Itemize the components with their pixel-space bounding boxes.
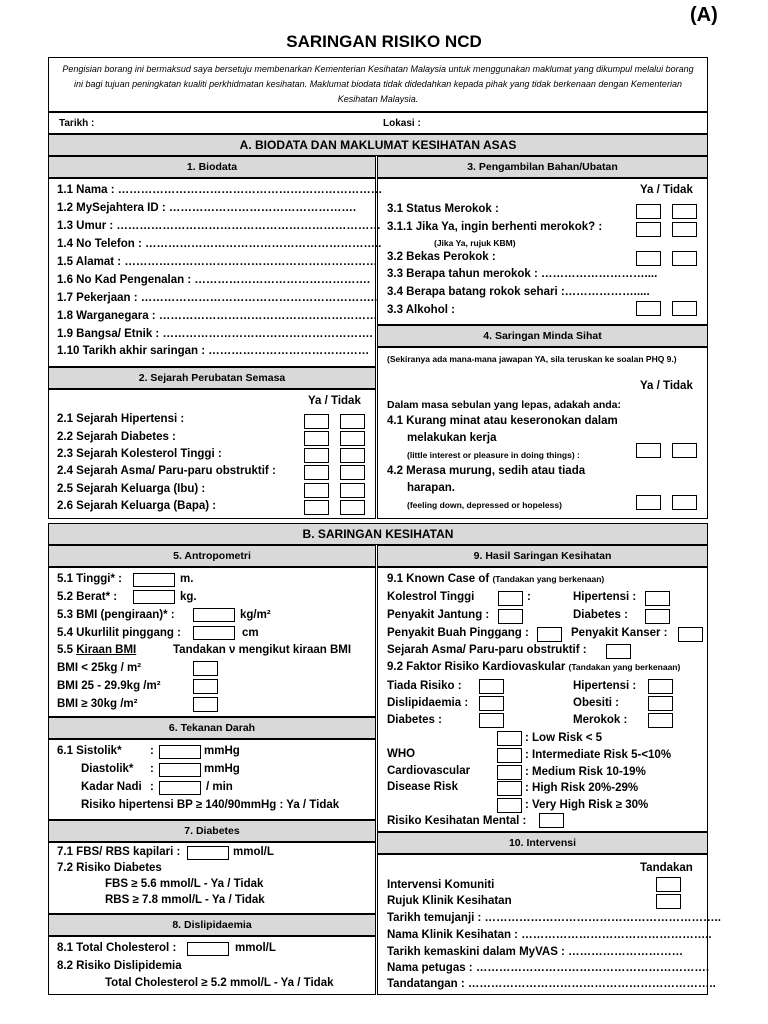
checkbox-hipertensi-tidak[interactable]: [340, 414, 365, 429]
checkbox-kanser[interactable]: [678, 627, 703, 642]
medium-risk-label: : Medium Risk 10-19%: [525, 766, 646, 778]
checkbox-asma-tidak[interactable]: [340, 465, 365, 480]
tinggi-input[interactable]: [133, 573, 175, 587]
field-nama[interactable]: 1.1 Nama : ……………………………………………………………: [57, 184, 383, 196]
kiraan-bmi-note: Tandakan ν mengikut kiraan BMI: [173, 644, 352, 656]
sejarah-ibu-label: 2.5 Sejarah Keluarga (Ibu) :: [57, 483, 206, 495]
minda-intro: Dalam masa sebulan yang lepas, adakah anda:: [387, 399, 622, 411]
alkohol-label: 3.3 Alkohol :: [387, 304, 455, 316]
checkbox-ibu-ya[interactable]: [304, 483, 329, 498]
diastolik-label: Diastolik*: [81, 763, 134, 775]
form-variant-label: (A): [690, 4, 718, 26]
tekanan-header: 6. Tekanan Darah: [48, 717, 376, 739]
lokasi-label: Lokasi :: [383, 118, 421, 129]
faktor-risiko-label: [387, 661, 680, 673]
rbs-risk-label: RBS ≥ 7.8 mmol/L - Ya / Tidak: [105, 894, 265, 906]
checkbox-known-diabetes[interactable]: [645, 609, 670, 624]
field-telefon[interactable]: 1.4 No Telefon : ……………………………………………………..: [57, 238, 382, 250]
tarikh-kemaskini-field[interactable]: Tarikh kemaskini dalam MyVAS : …………………………: [387, 946, 684, 958]
checkbox-ibu-tidak[interactable]: [340, 483, 365, 498]
tinggi-unit: m.: [180, 573, 194, 585]
nadi-unit: / min: [206, 781, 233, 793]
field-kad-pengenalan[interactable]: 1.6 No Kad Pengenalan : ……………………………………….: [57, 274, 371, 286]
jantung-label: Penyakit Jantung :: [387, 609, 490, 621]
dislipidaemia-header: 8. Dislipidaemia: [48, 914, 376, 936]
tekanan-panel: [48, 739, 376, 820]
diastolik-input[interactable]: [159, 763, 201, 777]
phq9-note: (Sekiranya ada mana-mana jawapan YA, sila teruskan ke soalan PHQ 9.): [387, 354, 677, 364]
low-risk-label: : Low Risk < 5: [525, 732, 603, 744]
risiko-diabetes-label: 7.2 Risiko Diabetes: [57, 862, 162, 874]
checkbox-bekas-perokok-tidak[interactable]: [672, 251, 697, 266]
q42-line1: 4.2 Merasa murung, sedih atau tiada: [387, 465, 586, 477]
q41-english: (little interest or pleasure in doing things) :: [407, 450, 580, 460]
tandatangan-field[interactable]: Tandatangan : ………………………………………………………..: [387, 978, 716, 990]
berat-unit: kg.: [180, 591, 197, 603]
page-title: SARINGAN RISIKO NCD: [286, 32, 482, 51]
known-case-note: (Tandakan yang berkenaan): [492, 574, 605, 584]
intervensi-komuniti-label: Intervensi Komuniti: [387, 879, 495, 891]
checkbox-known-hipertensi[interactable]: [645, 591, 670, 606]
checkbox-jantung[interactable]: [498, 609, 523, 624]
checkbox-berhenti-tidak[interactable]: [672, 222, 697, 237]
risiko-hipertensi-label: Risiko hipertensi BP ≥ 140/90mmHg : Ya / Tidak: [81, 799, 340, 811]
field-pekerjaan[interactable]: 1.7 Pekerjaan : ……………………………………………………..: [57, 292, 378, 304]
ya-tidak-label: Ya / Tidak: [308, 395, 361, 407]
hasil-header: 9. Hasil Saringan Kesihatan: [377, 545, 708, 567]
field-umur[interactable]: 1.3 Umur : ……………………………………………………………: [57, 220, 381, 232]
checkbox-merokok-ya[interactable]: [636, 204, 661, 219]
faktor-risiko-text: 9.2 Faktor Risiko Kardiovaskular: [387, 661, 566, 673]
total-cholesterol-risk-label: Total Cholesterol ≥ 5.2 mmol/L - Ya / Tidak: [105, 977, 334, 989]
tiada-risiko-label: Tiada Risiko :: [387, 680, 462, 692]
who-label: WHO: [387, 748, 416, 760]
checkbox-asma-ya[interactable]: [304, 465, 329, 480]
minda-header: 4. Saringan Minda Sihat: [377, 325, 708, 347]
sistolik-label: 6.1 Sistolik*: [57, 745, 122, 757]
q41-line2: melakukan kerja: [407, 432, 497, 444]
checkbox-tiada-risiko[interactable]: [479, 679, 504, 694]
risk-dislipidaemia-label: Dislipidaemia :: [387, 697, 469, 709]
checkbox-intermediate-risk[interactable]: [497, 748, 522, 763]
total-cholesterol-unit: mmol/L: [235, 942, 276, 954]
fbs-rbs-input[interactable]: [187, 846, 229, 860]
fbs-rbs-unit: mmol/L: [233, 846, 274, 858]
checkbox-rujuk-klinik[interactable]: [656, 894, 681, 909]
kiraan-bmi-label: [57, 644, 136, 656]
bmi-overweight-label: BMI 25 - 29.9kg /m²: [57, 680, 161, 692]
tarikh-label: Tarikh :: [59, 118, 95, 129]
checkbox-high-risk[interactable]: [497, 781, 522, 796]
minda-panel: [377, 347, 708, 519]
kiraan-underlined: Kiraan BMI: [76, 644, 137, 656]
checkbox-risk-hipertensi[interactable]: [648, 679, 673, 694]
disease-risk-label: Disease Risk: [387, 781, 458, 793]
ya-tidak-label: Ya / Tidak: [640, 184, 693, 196]
hasil-panel: [377, 567, 708, 832]
ya-tidak-label: Ya / Tidak: [640, 380, 693, 392]
sejarah-bapa-label: 2.6 Sejarah Keluarga (Bapa) :: [57, 500, 217, 512]
checkbox-kolesterol-tinggi[interactable]: [498, 591, 523, 606]
checkbox-bekas-perokok-ya[interactable]: [636, 251, 661, 266]
sejarah-panel: [48, 389, 376, 519]
q42-english: (feeling down, depressed or hopeless): [407, 500, 562, 510]
risk-diabetes-label: Diabetes :: [387, 714, 442, 726]
checkbox-kolesterol-ya[interactable]: [304, 448, 329, 463]
field-warganegara[interactable]: 1.8 Warganegara : …………………………………………………: [57, 310, 378, 322]
total-cholesterol-input[interactable]: [187, 942, 229, 956]
tinggi-label: 5.1 Tinggi* :: [57, 573, 122, 585]
nadi-label: Kadar Nadi: [81, 781, 142, 793]
diastolik-unit: mmHg: [204, 763, 240, 775]
kolesterol-tinggi-label: Kolestrol Tinggi: [387, 591, 475, 603]
checkbox-hipertensi-ya[interactable]: [304, 414, 329, 429]
checkbox-alkohol-tidak[interactable]: [672, 301, 697, 316]
pengambilan-panel: [377, 178, 708, 325]
diabetes-header: 7. Diabetes: [48, 820, 376, 842]
field-tarikh-akhir[interactable]: 1.10 Tarikh akhir saringan : ……………………………………: [57, 345, 370, 357]
ukurlilit-unit: cm: [242, 627, 259, 639]
checkbox-diabetes-ya[interactable]: [304, 431, 329, 446]
kiraan-prefix: 5.5: [57, 644, 77, 656]
checkbox-mental-risk[interactable]: [539, 813, 564, 828]
rujuk-klinik-label: Rujuk Klinik Kesihatan: [387, 895, 512, 907]
tahun-merokok-field[interactable]: 3.3 Berapa tahun merokok : ………………………....: [387, 268, 658, 280]
nama-petugas-field[interactable]: Nama petugas : …………………………………………………….: [387, 962, 710, 974]
date-location-row: [48, 112, 708, 134]
batang-rokok-field[interactable]: 3.4 Berapa batang rokok sehari :……………….....: [387, 286, 650, 298]
total-cholesterol-label: 8.1 Total Cholesterol :: [57, 942, 177, 954]
faktor-risiko-note: (Tandakan yang berkenaan): [568, 662, 681, 672]
q42-line2: harapan.: [407, 482, 455, 494]
antropometri-header: 5. Antropometri: [48, 545, 376, 567]
berat-label: 5.2 Berat* :: [57, 591, 118, 603]
ukurlilit-label: 5.4 Ukurlilit pinggang :: [57, 627, 181, 639]
tarikh-temujanji-field[interactable]: Tarikh temujanji : ……………………………………………………..: [387, 912, 721, 924]
berat-input[interactable]: [133, 590, 175, 604]
diabetes-panel: [48, 842, 376, 914]
checkbox-risk-diabetes[interactable]: [479, 713, 504, 728]
checkbox-bapa-ya[interactable]: [304, 500, 329, 515]
checkbox-bmi-overweight[interactable]: [193, 679, 218, 694]
section-a-header: A. BIODATA DAN MAKLUMAT KESIHATAN ASAS: [48, 134, 708, 156]
cardiovascular-label: Cardiovascular: [387, 765, 471, 777]
nadi-colon: :: [150, 781, 154, 793]
very-high-risk-label: : Very High Risk ≥ 30%: [525, 799, 649, 811]
intervensi-panel: [377, 854, 721, 995]
risk-merokok-label: Merokok :: [573, 714, 628, 726]
checkbox-risk-obesiti[interactable]: [648, 696, 673, 711]
checkbox-q41-ya[interactable]: [636, 443, 661, 458]
q41-line1: 4.1 Kurang minat atau keseronokan dalam: [387, 415, 618, 427]
bmi-input[interactable]: [193, 608, 235, 622]
sistolik-input[interactable]: [159, 745, 201, 759]
sistolik-unit: mmHg: [204, 745, 240, 757]
checkbox-intervensi-komuniti[interactable]: [656, 877, 681, 892]
sistolik-colon: :: [150, 745, 154, 757]
kanser-label: Penyakit Kanser :: [571, 627, 668, 639]
fbs-risk-label: FBS ≥ 5.6 mmol/L - Ya / Tidak: [105, 878, 264, 890]
bekas-perokok-label: 3.2 Bekas Perokok :: [387, 251, 496, 263]
bmi-label: 5.3 BMI (pengiraan)* :: [57, 609, 175, 621]
checkbox-bmi-normal[interactable]: [193, 661, 218, 676]
risk-hipertensi-label: Hipertensi :: [573, 680, 637, 692]
field-mysejahtera[interactable]: 1.2 MySejahtera ID : ………………………………………….: [57, 202, 357, 214]
antropometri-panel: [48, 567, 376, 717]
known-diabetes-label: Diabetes :: [573, 609, 628, 621]
biodata-panel: [48, 178, 383, 367]
checkbox-alkohol-ya[interactable]: [636, 301, 661, 316]
section-b-header: B. SARINGAN KESIHATAN: [48, 523, 708, 545]
ukurlilit-input[interactable]: [193, 626, 235, 640]
sejarah-kolesterol-label: 2.3 Sejarah Kolesterol Tinggi :: [57, 448, 222, 460]
checkbox-bapa-tidak[interactable]: [340, 500, 365, 515]
known-case-label: [387, 573, 604, 585]
risk-obesiti-label: Obesiti :: [573, 697, 620, 709]
checkbox-medium-risk[interactable]: [497, 765, 522, 780]
checkbox-risk-merokok[interactable]: [648, 713, 673, 728]
intermediate-risk-label: : Intermediate Risk 5-<10%: [525, 749, 672, 761]
checkbox-merokok-tidak[interactable]: [672, 204, 697, 219]
nadi-input[interactable]: [159, 781, 201, 795]
kolesterol-colon: :: [527, 591, 531, 603]
buah-pinggang-label: Penyakit Buah Pinggang :: [387, 627, 529, 639]
field-bangsa[interactable]: 1.9 Bangsa/ Etnik : ……………………………………………….: [57, 328, 373, 340]
checkbox-asma[interactable]: [606, 644, 631, 659]
risiko-dislipidemia-label: 8.2 Risiko Dislipidemia: [57, 960, 182, 972]
checkbox-q41-tidak[interactable]: [672, 443, 697, 458]
bmi-unit: kg/m²: [240, 609, 271, 621]
fbs-rbs-label: 7.1 FBS/ RBS kapilari :: [57, 846, 181, 858]
sejarah-header: 2. Sejarah Perubatan Semasa: [48, 367, 376, 389]
intervensi-header: 10. Intervensi: [377, 832, 708, 854]
hipertensi-label: Hipertensi :: [573, 591, 637, 603]
known-case-text: 9.1 Known Case of: [387, 573, 490, 585]
checkbox-kolesterol-tidak[interactable]: [340, 448, 365, 463]
rujuk-kbm-note: (Jika Ya, rujuk KBM): [434, 238, 516, 248]
field-alamat[interactable]: 1.5 Alamat : …………………………………………………………: [57, 256, 378, 268]
sejarah-hipertensi-label: 2.1 Sejarah Hipertensi :: [57, 413, 185, 425]
sejarah-diabetes-label: 2.2 Sejarah Diabetes :: [57, 431, 176, 443]
checkbox-risk-dislipidaemia[interactable]: [479, 696, 504, 711]
checkbox-q42-ya[interactable]: [636, 495, 661, 510]
checkbox-bmi-obese[interactable]: [193, 697, 218, 712]
mental-risk-label: Risiko Kesihatan Mental :: [387, 815, 527, 827]
checkbox-very-high-risk[interactable]: [497, 798, 522, 813]
dislipidaemia-panel: [48, 936, 376, 995]
checkbox-buah-pinggang[interactable]: [537, 627, 562, 642]
checkbox-q42-tidak[interactable]: [672, 495, 697, 510]
checkbox-diabetes-tidak[interactable]: [340, 431, 365, 446]
pengambilan-header: 3. Pengambilan Bahan/Ubatan: [377, 156, 708, 178]
status-merokok-label: 3.1 Status Merokok :: [387, 203, 499, 215]
diastolik-colon: :: [150, 763, 154, 775]
biodata-header: 1. Biodata: [48, 156, 376, 178]
nama-klinik-field[interactable]: Nama Klinik Kesihatan : …………………………………………..: [387, 929, 712, 941]
checkbox-berhenti-ya[interactable]: [636, 222, 661, 237]
consent-notice: Pengisian borang ini bermaksud saya bersetuju membenarkan Kementerian Kesihatan Malaysia untuk menggunakan maklumat yang dikumpul melalui borang ini bagi tujuan peningkatan kualiti perkhidmatan kesihatan. Maklumat biodata tidak didedahkan kepada pihak yang tidak berkenaan dengan Kementerian Kesihatan Malaysia.: [48, 57, 708, 112]
sejarah-asma-label: 2.4 Sejarah Asma/ Paru-paru obstruktif :: [57, 465, 276, 477]
bmi-obese-label: BMI ≥ 30kg /m²: [57, 698, 138, 710]
checkbox-low-risk[interactable]: [497, 731, 522, 746]
asma-label: Sejarah Asma/ Paru-paru obstruktif :: [387, 644, 587, 656]
berhenti-merokok-label: 3.1.1 Jika Ya, ingin berhenti merokok? :: [387, 221, 603, 233]
tandakan-label: Tandakan: [640, 862, 693, 874]
bmi-normal-label: BMI < 25kg / m²: [57, 662, 142, 674]
high-risk-label: : High Risk 20%-29%: [525, 782, 639, 794]
